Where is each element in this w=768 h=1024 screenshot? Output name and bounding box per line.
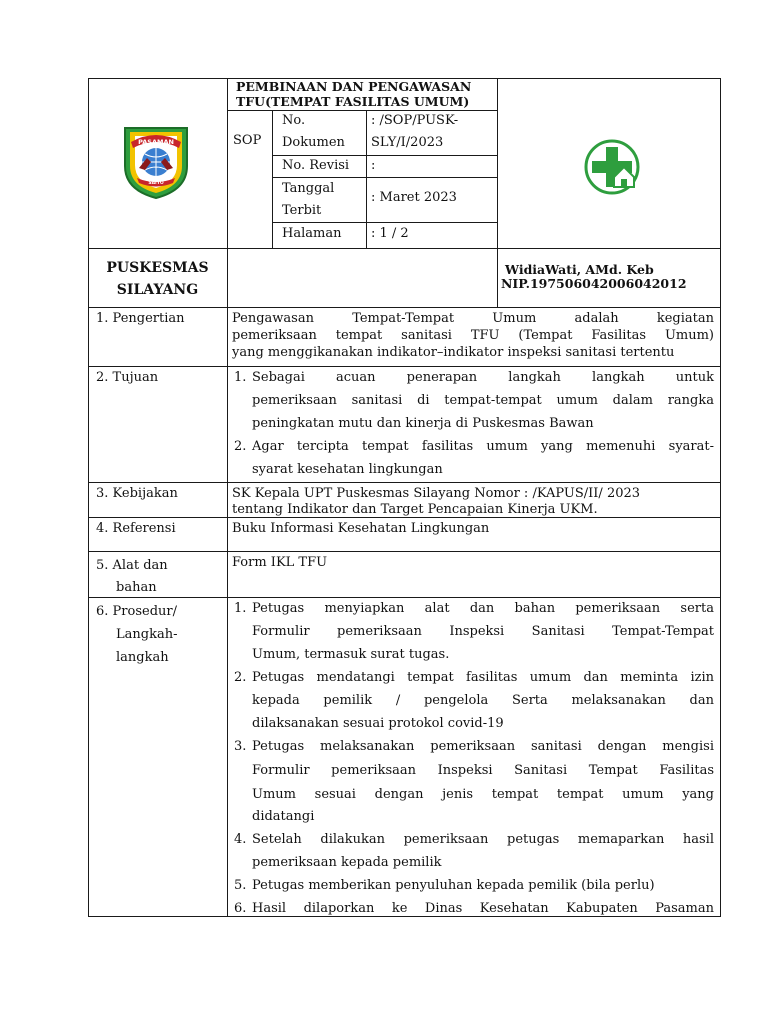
svg-text:PASAMAN: PASAMAN [138,138,174,146]
sop-label: SOP [233,133,262,148]
tanggal-terbit-label-2: Terbit [282,203,322,218]
no-dokumen-label-1: No. [282,113,306,128]
pasaman-emblem-logo [117,122,195,200]
section-label-prosedur-2: Langkah- [116,627,178,642]
no-revisi-value: : [371,158,376,173]
section-label-prosedur-3: langkah [116,650,169,665]
section-label-referensi: 4. Referensi [96,521,176,536]
no-dokumen-value-1: : /SOP/PUSK- [371,113,459,128]
section-label-alat-1: 5. Alat dan [96,558,168,573]
no-dokumen-value-2: SLY/I/2023 [371,135,444,150]
puskesmas-name-line1: PUSKESMAS [106,260,209,276]
no-dokumen-label-2: Dokumen [282,135,345,150]
doc-title-line2: TFU(TEMPAT FASILITAS UMUM) [236,94,470,109]
tanggal-terbit-value: : Maret 2023 [371,190,457,205]
tanggal-terbit-label-1: Tanggal [282,181,335,196]
svg-text:SAIYO: SAIYO [148,181,164,186]
signer-name: WidiaWati, AMd. Keb [505,262,654,277]
section-label-tujuan: 2. Tujuan [96,370,159,385]
signer-nip: NIP.197506042006042012 [501,276,687,291]
puskesmas-logo [584,139,640,195]
section-label-prosedur-1: 6. Prosedur/ [96,604,177,619]
doc-title-line1: PEMBINAAN DAN PENGAWASAN [236,79,472,94]
section-label-alat-2: bahan [116,580,157,595]
no-revisi-label: No. Revisi [282,158,350,173]
puskesmas-name-line2: SILAYANG [116,282,199,298]
alat-text: Form IKL TFU [232,555,328,570]
halaman-value: : 1 / 2 [371,226,409,241]
section-label-pengertian: 1. Pengertian [96,311,185,326]
referensi-text: Buku Informasi Kesehatan Lingkungan [232,521,490,536]
section-label-kebijakan: 3. Kebijakan [96,486,178,501]
halaman-label: Halaman [282,226,342,241]
